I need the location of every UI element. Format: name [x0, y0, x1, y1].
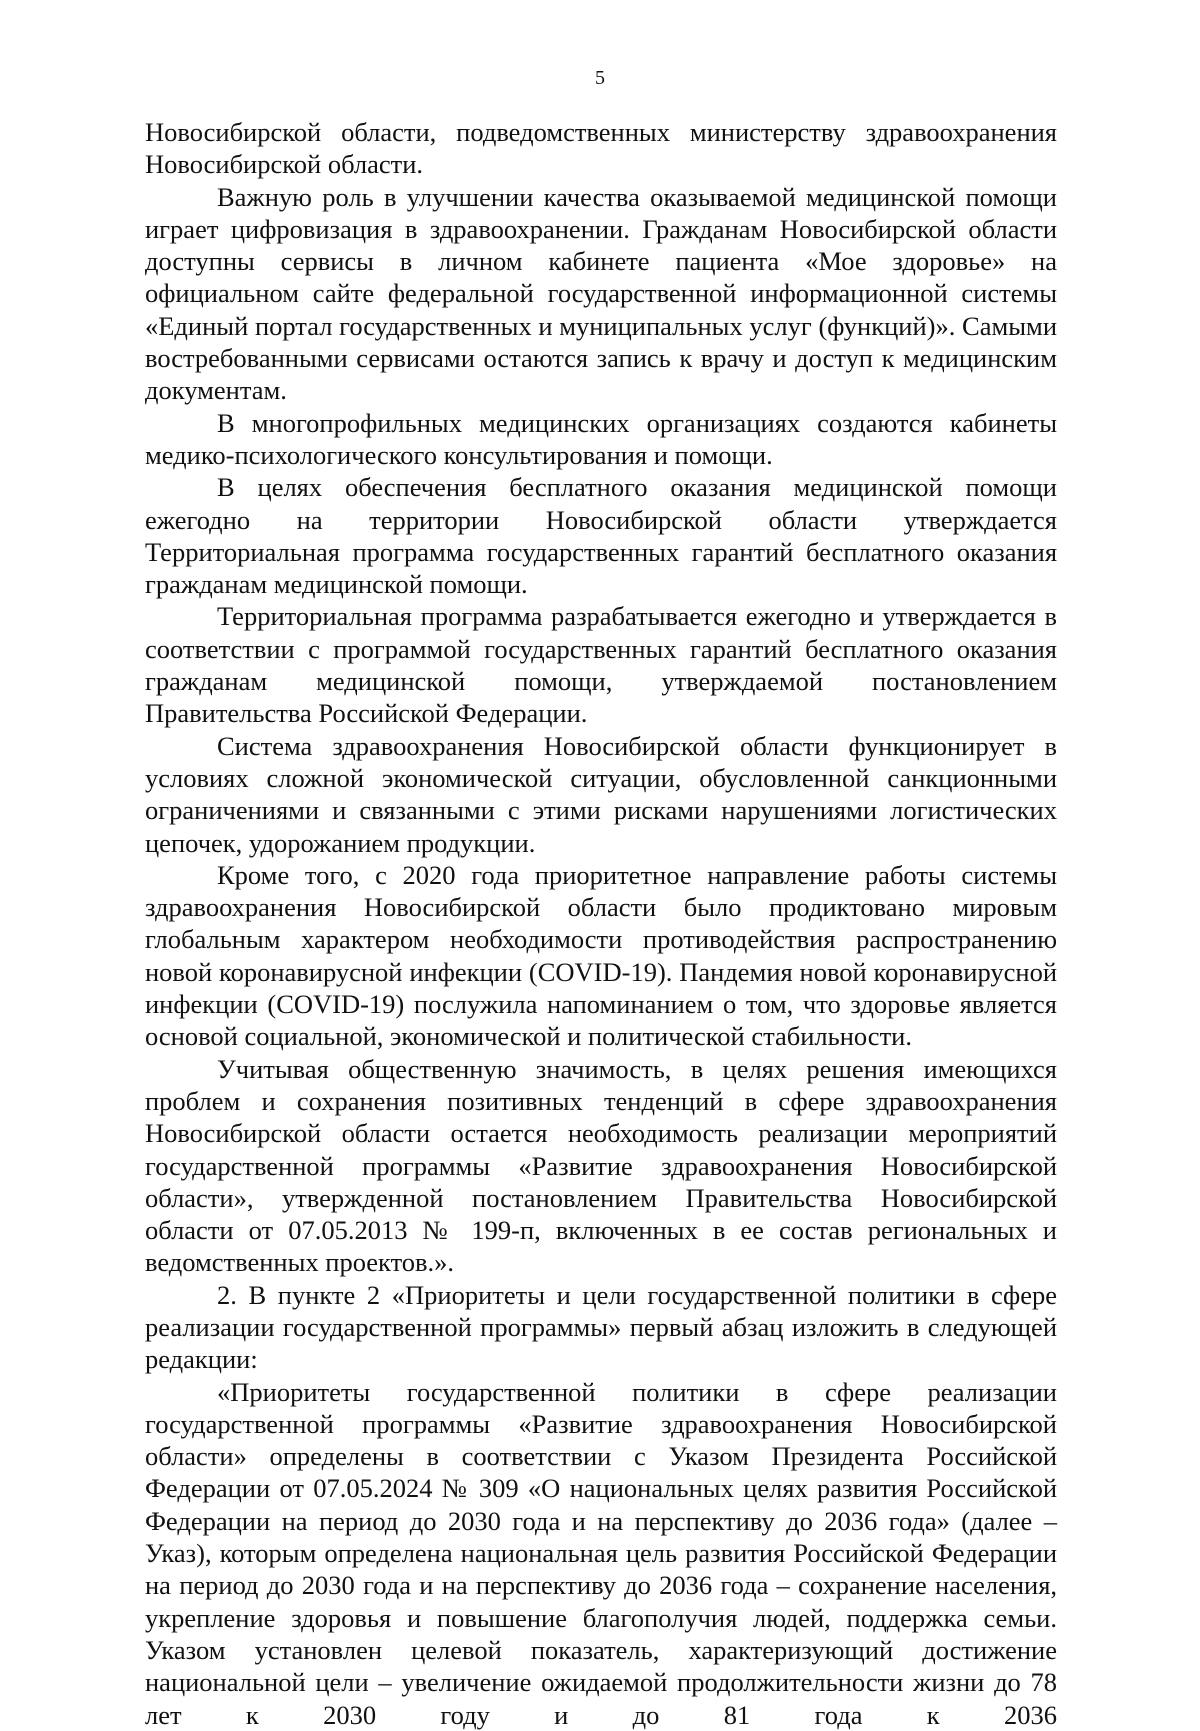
paragraph-amendment-item-2	[145, 1279, 1057, 1376]
text-line: и повышение благополучия людей, поддержка семьи. Указом установлен целевой	[145, 1602, 1057, 1665]
page-number: 5	[595, 67, 605, 89]
text-line: Кроме того, с 2020 года приоритетное направление работы системы	[217, 859, 1057, 890]
paragraph-state-program-necessity	[145, 1053, 1057, 1279]
text-line: основой социальной, экономической и политической стабильности.	[145, 1021, 912, 1052]
text-line: и сохранения позитивных тенденций в сфере здравоохранения Новосибирской	[145, 1085, 1057, 1149]
text-line: В целях обеспечения бесплатного оказания медицинской помощи ежегодно	[145, 472, 1057, 535]
paragraph-territorial-program	[145, 600, 1057, 729]
text-line: государственной программы» первый абзац изложить в следующей редакции:	[145, 1311, 1058, 1375]
paragraph-covid	[145, 859, 1057, 1053]
paragraph-economic-situation	[145, 730, 1057, 859]
text-line: включенных в ее состав региональных и ведомственных проектов.».	[145, 1215, 1057, 1278]
text-line: определена национальная цель развития Российской Федерации на период до 2030	[145, 1538, 1057, 1601]
text-line: Учитывая общественную значимость, в целях решения имеющихся проблем	[145, 1053, 1057, 1116]
text-line: показатель, характеризующий достижение национальной цели – увеличение	[145, 1634, 1057, 1698]
text-line: Российской Федерации.	[318, 698, 588, 729]
text-line: на период до 2030 года и на перспективу до 2036 года» (далее – Указ), которым	[145, 1505, 1057, 1569]
text-line: сайте федеральной государственной информационной системы «Единый портал	[145, 278, 1058, 341]
text-line: В многопрофильных медицинских организациях создаются кабинеты	[217, 407, 1057, 438]
text-line: ожидаемой продолжительности жизни до 78 лет к 2030 году и до 81 года к 2036	[145, 1667, 1057, 1730]
paragraph-subordinate-institutions	[145, 116, 1057, 181]
text-line: глобальным характером необходимости противодействия распространению новой	[145, 924, 1057, 987]
text-line: доступны сервисы в личном кабинете пациента «Мое здоровье» на официальном	[145, 246, 1057, 309]
text-line: области остается необходимость реализации мероприятий государственной	[145, 1118, 1057, 1181]
text-line: инфекции (COVID-19) послужила напоминанием о том, что здоровье является	[145, 989, 1057, 1020]
text-line: сервисами остаются запись к врачу и доступ к медицинским документам.	[145, 343, 1057, 406]
text-line: в условиях сложной экономической ситуации, обусловленной санкционными	[145, 730, 1057, 793]
text-line: играет цифровизация в здравоохранении. Гражданам Новосибирской области	[145, 213, 1057, 244]
text-line: «Приоритеты государственной политики в сфере реализации	[217, 1376, 1057, 1407]
paragraph-priorities-new-wording	[145, 1376, 1057, 1731]
text-line: ограничениями и связанными с этими рисками нарушениями логистических	[145, 795, 1057, 826]
text-line: года и на перспективу до 2036 года – сохранение населения, укрепление здоровья	[145, 1570, 1058, 1633]
text-line: коронавирусной инфекции (COVID-19). Пандемия новой коронавирусной	[219, 956, 1057, 987]
text-line: программы «Развитие здравоохранения Новосибирской области», утвержденной	[145, 1150, 1058, 1213]
text-line: государственной программы «Развитие здравоохранения Новосибирской области»	[145, 1408, 1057, 1472]
text-line: Новосибирской области.	[145, 149, 424, 180]
text-line: в соответствии с программой государственных гарантий бесплатного оказания	[145, 601, 1058, 664]
text-line: здравоохранения Новосибирской области было продиктовано мировым	[145, 892, 1057, 923]
paragraph-psychological-offices	[145, 407, 1057, 472]
text-line: цепочек, удорожанием продукции.	[145, 827, 536, 858]
paragraph-digitalization	[145, 181, 1057, 407]
text-line: 2. В пункте 2 «Приоритеты и цели государственной политики в сфере реализации	[145, 1279, 1057, 1342]
text-line: государственных и муниципальных услуг (функций)». Самыми востребованными	[145, 310, 1057, 374]
text-line: Новосибирской области, подведомственных министерству здравоохранения	[145, 117, 1057, 147]
paragraph-free-care-program	[145, 471, 1057, 600]
text-line: на территории Новосибирской области утверждается Территориальная программа	[145, 504, 1057, 567]
text-line: определены в соответствии с Указом Президента Российской Федерации	[145, 1441, 1058, 1504]
text-line: государственных гарантий бесплатного оказания гражданам медицинской помощи.	[145, 536, 1058, 600]
text-line: гражданам медицинской помощи, утверждаемой постановлением Правительства	[145, 666, 1057, 729]
document-body	[145, 116, 1057, 1731]
text-line: Система здравоохранения Новосибирской области функционирует	[217, 730, 1025, 761]
text-line: Важную роль в улучшении качества оказываемой медицинской помощи	[217, 181, 1057, 212]
text-line: постановлением Правительства Новосибирской области от 07.05.2013 № 199-п,	[145, 1182, 1058, 1246]
text-line: Территориальная программа разрабатывается ежегодно и утверждается	[217, 601, 1036, 632]
text-line: медико-психологического консультирования и помощи.	[145, 439, 773, 470]
text-line: от 07.05.2024 № 309 «О национальных целях развития Российской Федерации	[145, 1473, 1058, 1536]
